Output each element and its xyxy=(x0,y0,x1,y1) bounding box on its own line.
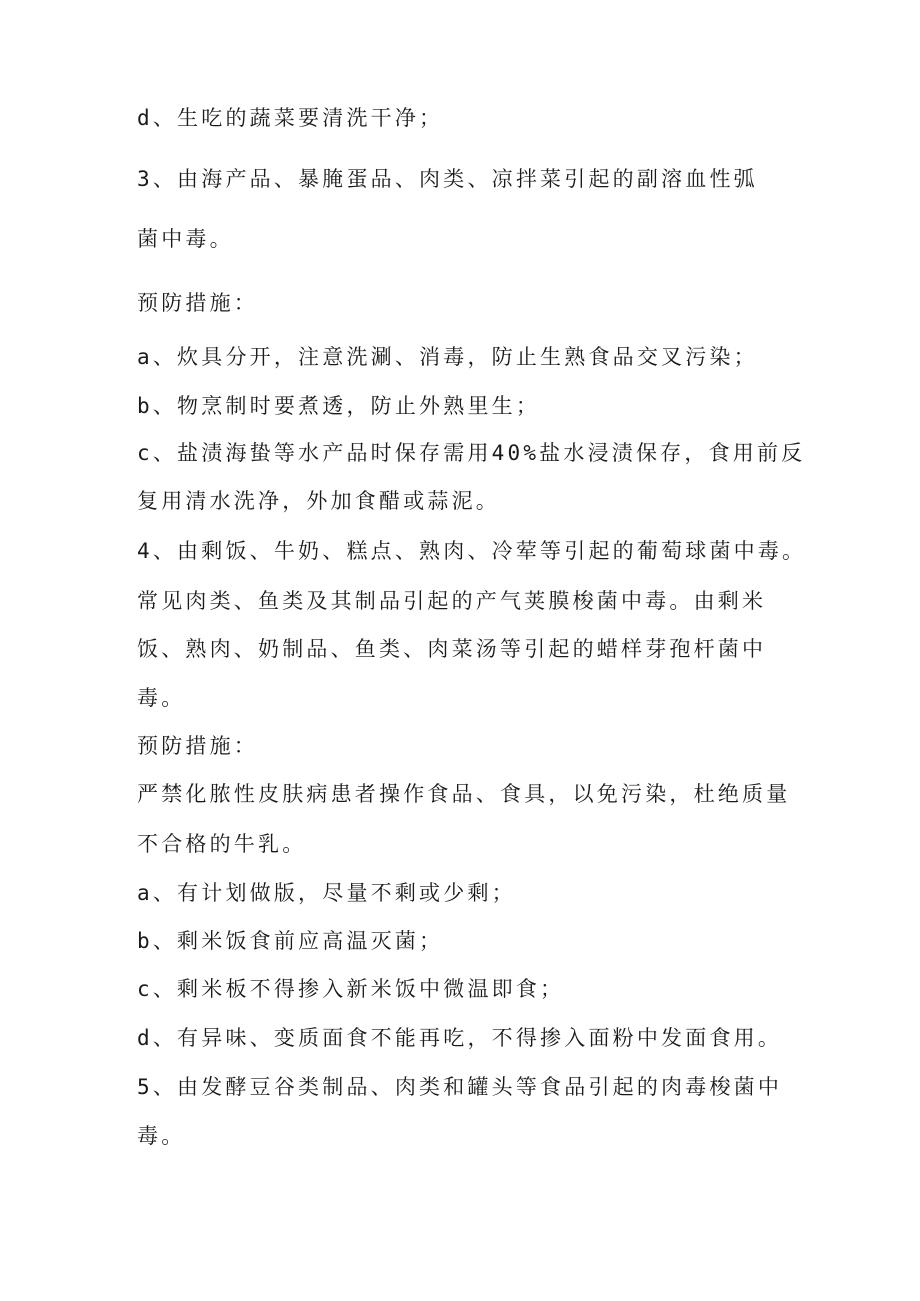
text-line: a、有计划做版，尽量不剩或少剩； xyxy=(137,881,516,905)
text-line: a、炊具分开，注意洗涮、消毒，防止生熟食品交叉污染； xyxy=(137,345,758,369)
section-heading: 预防措施： xyxy=(137,734,258,758)
text-line: d、有异味、变质面食不能再吃，不得掺入面粉中发面食用。 xyxy=(137,1026,783,1050)
text-line: 复用清水洗净，外加食醋或蒜泥。 xyxy=(137,489,500,513)
text-line: 毒。 xyxy=(137,686,186,710)
text-line: c、剩米板不得掺入新米饭中微温即食； xyxy=(137,977,565,1001)
text-line: 5、由发酵豆谷类制品、肉类和罐头等食品引起的肉毒梭菌中 xyxy=(137,1075,783,1099)
text-line: 毒。 xyxy=(137,1124,186,1148)
text-line: 不合格的牛乳。 xyxy=(137,832,307,856)
text-line: b、物烹制时要煮透，防止外熟里生； xyxy=(137,394,541,418)
section-heading: 预防措施： xyxy=(137,291,258,315)
text-line: c、盐渍海蛰等水产品时保存需用40%盐水浸渍保存，食用前反 xyxy=(137,441,806,465)
text-line: b、剩米饭食前应高温灭菌； xyxy=(137,929,444,953)
text-line: 饭、熟肉、奶制品、鱼类、肉菜汤等引起的蜡样芽孢杆菌中 xyxy=(137,637,767,661)
text-line: 严禁化脓性皮肤病患者操作食品、食具，以免污染，杜绝质量 xyxy=(137,782,791,806)
text-line: 菌中毒。 xyxy=(137,227,234,251)
text-line: d、生吃的蔬菜要清洗干净； xyxy=(137,106,444,130)
text-line: 4、由剩饭、牛奶、糕点、熟肉、冷荤等引起的葡萄球菌中毒。 xyxy=(137,539,807,563)
text-line: 常见肉类、鱼类及其制品引起的产气荚膜梭菌中毒。由剩米 xyxy=(137,589,767,613)
text-line: 3、由海产品、暴腌蛋品、肉类、凉拌菜引起的副溶血性弧 xyxy=(137,167,758,191)
